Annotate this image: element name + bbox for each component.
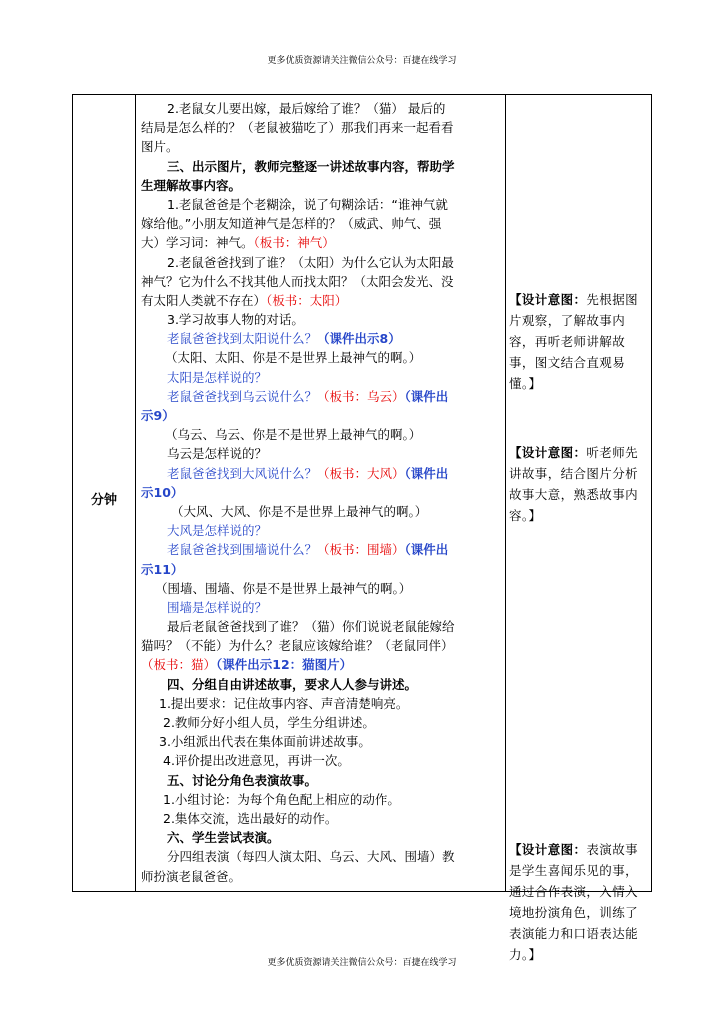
page-footer: 更多优质资源请关注微信公众号：百捷在线学习 xyxy=(267,958,457,968)
courseware-note: 示11） xyxy=(141,561,184,577)
board-note: （板书：围墙） xyxy=(317,542,405,558)
courseware-note: （课件出示8） xyxy=(317,331,401,347)
text-line xyxy=(141,291,503,310)
text-span: 大）学习词：神气。 xyxy=(141,235,254,251)
text-line: 1.提出要求：记住故事内容、声音清楚响亮。 xyxy=(159,695,409,711)
text-line: 3.小组派出代表在集体面前讲述故事。 xyxy=(159,734,371,750)
dialogue-prompt: 老鼠爸爸找到乌云说什么？ xyxy=(167,388,318,404)
section-heading: 生理解故事内容。 xyxy=(141,177,242,193)
text-line xyxy=(141,540,503,559)
text-line: 2.老鼠爸爸找到了谁？（太阳）为什么它认为太阳最 xyxy=(167,254,454,270)
text-line xyxy=(141,233,503,252)
text-line xyxy=(141,464,503,483)
time-cell: 分钟 xyxy=(90,493,117,508)
text-line: 乌云是怎样说的？ xyxy=(167,446,268,462)
note-line xyxy=(509,839,651,860)
text-line: （太阳、太阳、你是不是世界上最神气的啊。） xyxy=(165,350,422,366)
text-line: 嫁给他。”小朋友知道神气是怎样的？（威武、帅气、强 xyxy=(141,216,442,232)
text-line: （大风、大风、你是不是世界上最神气的啊。） xyxy=(171,503,428,519)
dialogue-prompt: 太阳是怎样说的？ xyxy=(167,369,268,385)
page-header: 更多优质资源请关注微信公众号：百捷在线学习 xyxy=(267,56,457,66)
note-line: 事，图文结合直观易 xyxy=(509,355,626,370)
note-line: 表演能力和口语表达能 xyxy=(509,926,639,941)
note-line: 故事大意，熟悉故事内 xyxy=(509,487,639,502)
note-line xyxy=(509,442,651,463)
note-line: 懂。】 xyxy=(509,376,542,391)
dialogue-prompt: 大风是怎样说的？ xyxy=(167,523,268,539)
section-heading: 四、分组自由讲述故事，要求人人参与讲述。 xyxy=(167,676,418,692)
note-text: 表演故事 xyxy=(586,842,639,857)
text-line: 结局是怎么样的？（老鼠被猫吃了）那我们再来一起看看 xyxy=(141,120,454,136)
note-label: 【设计意图： xyxy=(509,842,587,857)
text-line: （乌云、乌云、你是不是世界上最神气的啊。） xyxy=(165,427,422,443)
courseware-note: （课件出 xyxy=(404,542,449,558)
text-line: 2.集体交流，选出最好的动作。 xyxy=(163,810,338,826)
note-line: 通过合作表演，入情入 xyxy=(509,884,639,899)
courseware-note: 示9） xyxy=(141,408,175,423)
note-text: 先根据图 xyxy=(586,292,639,307)
board-note: （板书：神气） xyxy=(253,235,335,251)
note-line: 力。】 xyxy=(509,947,542,962)
note-line: 讲故事，结合图片分析 xyxy=(509,466,639,481)
text-line: 1.小组讨论：为每个角色配上相应的动作。 xyxy=(163,791,400,807)
note-line: 片观察，了解故事内 xyxy=(509,313,626,328)
note-line: 容。】 xyxy=(509,508,542,523)
text-line: 3.学习故事人物的对话。 xyxy=(167,312,304,328)
courseware-note: 示10） xyxy=(141,484,184,500)
text-line xyxy=(141,655,503,674)
note-line: 容，再听老师讲解故 xyxy=(509,334,626,349)
dialogue-prompt: 老鼠爸爸找到围墙说什么？ xyxy=(167,542,318,558)
text-line: 师扮演老鼠爸爸。 xyxy=(141,868,242,884)
text-line: 2.教师分好小组人员，学生分组讲述。 xyxy=(163,715,375,730)
courseware-note: （课件出 xyxy=(404,388,449,404)
note-line: 境地扮演角色，训练了 xyxy=(509,905,639,920)
dialogue-prompt: 老鼠爸爸找到太阳说什么？ xyxy=(167,331,318,347)
note-line: 是学生喜闻乐见的事， xyxy=(509,863,639,878)
text-line: 神气？它为什么不找其他人而找太阳？（太阳会发光、没 xyxy=(141,273,454,289)
courseware-note: （课件出 xyxy=(404,465,449,481)
board-note: （板书：乌云） xyxy=(317,388,405,404)
column-divider xyxy=(135,95,136,891)
board-note: （板书：大风） xyxy=(317,465,405,481)
board-note: （板书：猫） xyxy=(141,657,217,673)
section-heading: 三、出示图片，教师完整逐一讲述故事内容，帮助学 xyxy=(167,158,455,174)
note-label: 【设计意图： xyxy=(509,292,587,307)
dialogue-prompt: 老鼠爸爸找到大风说什么？ xyxy=(167,465,318,481)
lesson-table xyxy=(72,94,652,962)
board-note: （板书：太阳） xyxy=(266,292,348,308)
design-intent-note xyxy=(509,442,651,526)
design-intent-note xyxy=(509,839,651,965)
text-line xyxy=(141,387,503,406)
note-line xyxy=(509,289,651,310)
text-line: （围墙、围墙、你是不是世界上最神气的啊。） xyxy=(155,580,412,596)
note-text: 听老师先 xyxy=(586,445,639,460)
section-heading: 五、讨论分角色表演故事。 xyxy=(167,772,318,788)
dialogue-prompt: 围墙是怎样说的？ xyxy=(167,599,268,615)
courseware-note: （课件出示12：猫图片） xyxy=(216,657,353,673)
note-label: 【设计意图： xyxy=(509,445,587,460)
teaching-process-cell xyxy=(141,99,503,886)
text-line xyxy=(141,329,503,348)
text-line: 2.老鼠女儿要出嫁，最后嫁给了谁？（猫） 最后的 xyxy=(167,101,446,116)
text-line: 图片。 xyxy=(141,139,179,155)
text-line: 1.老鼠爸爸是个老糊涂，说了句糊涂话：“谁神气就 xyxy=(167,196,448,212)
column-divider xyxy=(505,95,506,891)
text-line: 猫吗？（不能）为什么？老鼠应该嫁给谁？（老鼠同伴） xyxy=(141,638,454,654)
text-line: 分四组表演（每四人演太阳、乌云、大风、围墙）教 xyxy=(167,849,455,865)
design-intent-note xyxy=(509,289,651,394)
text-line: 4.评价提出改进意见，再讲一次。 xyxy=(163,753,350,769)
section-heading: 六、学生尝试表演。 xyxy=(167,830,280,846)
text-span: 有太阳人类就不存在） xyxy=(141,292,267,308)
text-line: 最后老鼠爸爸找到了谁？（猫）你们说说老鼠能嫁给 xyxy=(167,619,455,635)
